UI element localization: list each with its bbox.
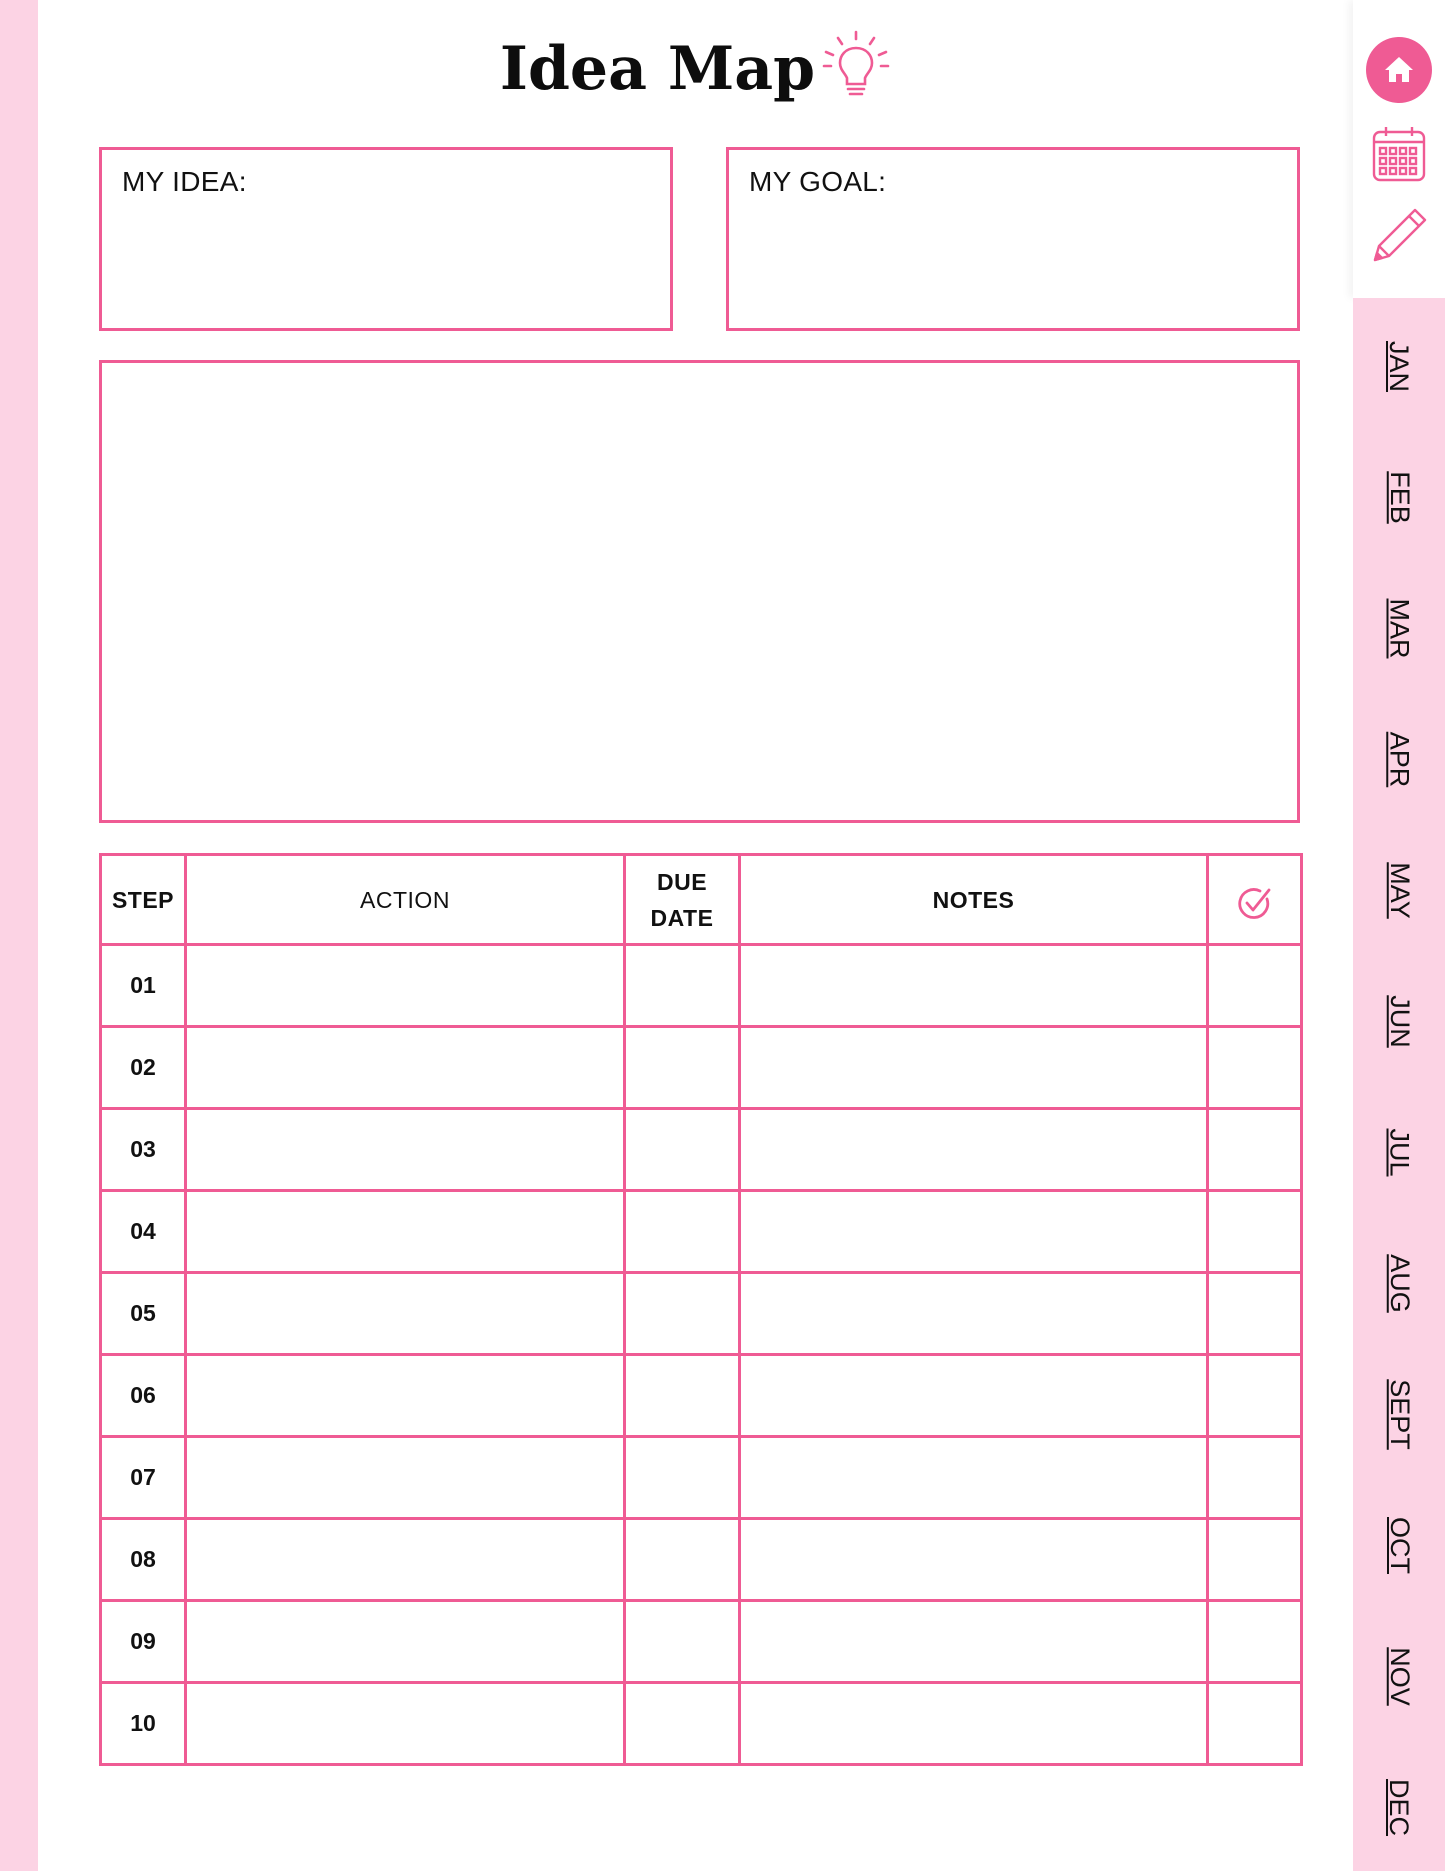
- due-date-cell[interactable]: [625, 1683, 740, 1765]
- step-number-cell: 06: [101, 1355, 186, 1437]
- brainstorm-area[interactable]: [99, 360, 1300, 823]
- action-header: ACTION: [186, 855, 625, 945]
- step-header: STEP: [101, 855, 186, 945]
- month-tab-label: JAN: [1384, 340, 1415, 392]
- done-cell[interactable]: [1208, 1437, 1302, 1519]
- table-header-row: [101, 855, 1302, 945]
- action-cell[interactable]: [186, 945, 625, 1027]
- notes-cell[interactable]: [740, 1191, 1208, 1273]
- planner-page: [38, 0, 1353, 1871]
- done-cell[interactable]: [1208, 1519, 1302, 1601]
- month-tab[interactable]: [1353, 1626, 1445, 1726]
- month-tab[interactable]: [1353, 709, 1445, 809]
- month-tab-label: JUL: [1384, 1127, 1415, 1177]
- table-row: [101, 1437, 1302, 1519]
- month-tab[interactable]: [1353, 1364, 1445, 1464]
- action-steps-table: [99, 853, 1303, 1766]
- action-cell[interactable]: [186, 1437, 625, 1519]
- month-tab[interactable]: [1353, 316, 1445, 416]
- step-number-cell: 05: [101, 1273, 186, 1355]
- lightbulb-icon: [821, 28, 891, 105]
- month-tab[interactable]: [1353, 1495, 1445, 1595]
- month-tab[interactable]: [1353, 971, 1445, 1071]
- month-tab[interactable]: [1353, 1757, 1445, 1857]
- month-tab-label: DEC: [1384, 1778, 1415, 1836]
- done-cell[interactable]: [1208, 1355, 1302, 1437]
- table-row: [101, 1273, 1302, 1355]
- step-number-cell: 03: [101, 1109, 186, 1191]
- notes-cell[interactable]: [740, 1273, 1208, 1355]
- notes-cell[interactable]: [740, 1109, 1208, 1191]
- action-cell[interactable]: [186, 1273, 625, 1355]
- notes-cell[interactable]: [740, 1027, 1208, 1109]
- month-tab-label: OCT: [1384, 1516, 1415, 1574]
- calendar-button[interactable]: [1353, 124, 1445, 184]
- month-tab[interactable]: [1353, 578, 1445, 678]
- page-header: [38, 32, 1353, 105]
- action-cell[interactable]: [186, 1191, 625, 1273]
- table-row: [101, 1601, 1302, 1683]
- due-header-line1: DUE: [656, 868, 708, 895]
- notes-button[interactable]: [1353, 206, 1445, 266]
- step-number-cell: 10: [101, 1683, 186, 1765]
- month-tab-label: AUG: [1384, 1253, 1415, 1313]
- notes-header: NOTES: [740, 855, 1208, 945]
- home-icon: [1365, 36, 1433, 104]
- month-tab[interactable]: [1353, 1102, 1445, 1202]
- due-date-header: [625, 855, 740, 945]
- my-idea-label: MY IDEA:: [122, 166, 247, 197]
- step-number-cell: 07: [101, 1437, 186, 1519]
- month-tab-label: MAR: [1384, 598, 1415, 658]
- action-cell[interactable]: [186, 1683, 625, 1765]
- page-title: Idea Map: [499, 33, 816, 104]
- month-tab[interactable]: [1353, 447, 1445, 547]
- my-goal-label: MY GOAL:: [749, 166, 887, 197]
- table-row: [101, 1027, 1302, 1109]
- action-cell[interactable]: [186, 1027, 625, 1109]
- month-tab-label: JUN: [1384, 994, 1415, 1048]
- calendar-icon: [1371, 124, 1427, 184]
- step-number-cell: 08: [101, 1519, 186, 1601]
- table-row: [101, 1109, 1302, 1191]
- done-cell[interactable]: [1208, 1683, 1302, 1765]
- done-cell[interactable]: [1208, 1109, 1302, 1191]
- table-row: [101, 1355, 1302, 1437]
- month-tab[interactable]: [1353, 840, 1445, 940]
- due-date-cell[interactable]: [625, 1273, 740, 1355]
- home-button[interactable]: [1353, 36, 1445, 104]
- due-header-line2: DATE: [650, 904, 714, 931]
- month-tabs: [1353, 298, 1445, 1871]
- my-idea-box[interactable]: [99, 147, 673, 331]
- step-number-cell: 02: [101, 1027, 186, 1109]
- done-cell[interactable]: [1208, 945, 1302, 1027]
- month-tab-label: SEPT: [1384, 1378, 1415, 1450]
- done-cell[interactable]: [1208, 1027, 1302, 1109]
- sidebar-nav: [1353, 0, 1445, 298]
- check-circle-icon: [1236, 885, 1274, 911]
- left-margin-strip: [0, 0, 38, 1871]
- notes-cell[interactable]: [740, 1601, 1208, 1683]
- done-cell[interactable]: [1208, 1601, 1302, 1683]
- due-date-cell[interactable]: [625, 945, 740, 1027]
- due-date-cell[interactable]: [625, 1027, 740, 1109]
- table-row: [101, 1519, 1302, 1601]
- month-tab-label: FEB: [1384, 470, 1415, 524]
- notes-cell[interactable]: [740, 1519, 1208, 1601]
- table-row: [101, 1191, 1302, 1273]
- done-header: [1208, 855, 1302, 945]
- step-number-cell: 04: [101, 1191, 186, 1273]
- due-date-cell[interactable]: [625, 1519, 740, 1601]
- due-date-cell[interactable]: [625, 1109, 740, 1191]
- month-tab-label: MAY: [1384, 861, 1415, 919]
- month-tab-label: APR: [1384, 731, 1415, 787]
- due-date-cell[interactable]: [625, 1191, 740, 1273]
- notes-cell[interactable]: [740, 1355, 1208, 1437]
- done-cell[interactable]: [1208, 1273, 1302, 1355]
- notes-cell[interactable]: [740, 1683, 1208, 1765]
- table-row: [101, 945, 1302, 1027]
- step-number-cell: 01: [101, 945, 186, 1027]
- step-number-cell: 09: [101, 1601, 186, 1683]
- due-date-cell[interactable]: [625, 1601, 740, 1683]
- month-tab-label: NOV: [1384, 1646, 1415, 1706]
- action-cell[interactable]: [186, 1519, 625, 1601]
- done-cell[interactable]: [1208, 1191, 1302, 1273]
- pencil-icon: [1369, 206, 1429, 266]
- due-date-cell[interactable]: [625, 1437, 740, 1519]
- my-goal-box[interactable]: [726, 147, 1300, 331]
- due-date-cell[interactable]: [625, 1355, 740, 1437]
- month-tab[interactable]: [1353, 1233, 1445, 1333]
- action-cell[interactable]: [186, 1109, 625, 1191]
- notes-cell[interactable]: [740, 945, 1208, 1027]
- action-cell[interactable]: [186, 1355, 625, 1437]
- table-row: [101, 1683, 1302, 1765]
- action-cell[interactable]: [186, 1601, 625, 1683]
- notes-cell[interactable]: [740, 1437, 1208, 1519]
